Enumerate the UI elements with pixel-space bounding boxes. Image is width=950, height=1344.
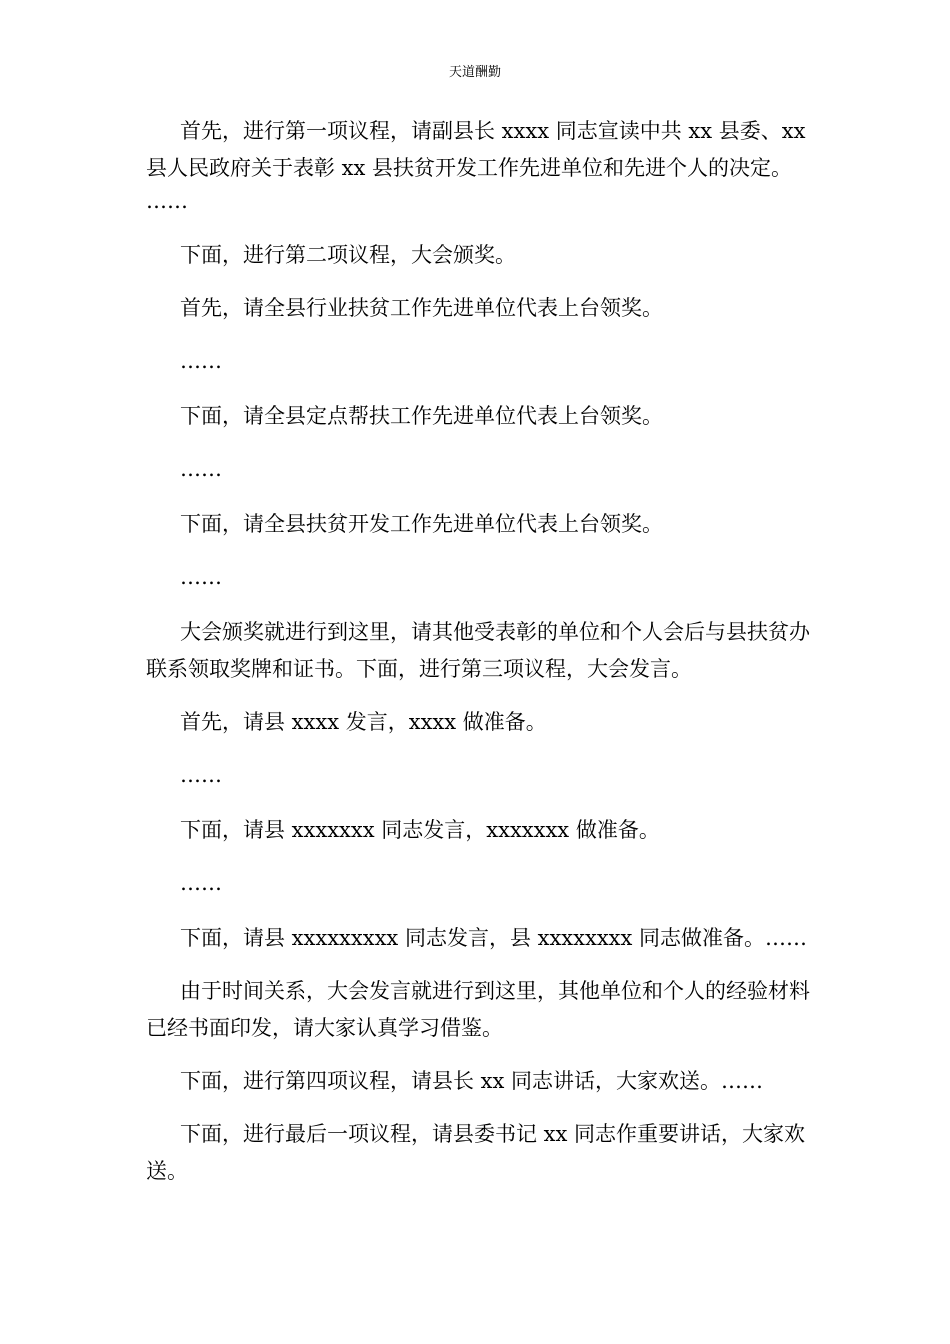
ellipsis-line: …… [180,349,222,373]
ellipsis-line: …… [180,871,222,895]
paragraph: 下面，请县 xxxxxxxxx 同志发言，县 xxxxxxxx 同志做准备。…… [180,926,808,950]
paragraph: 大会颁奖就进行到这里，请其他受表彰的单位和个人会后与县扶贫办联系领取奖牌和证书。下面，进行第三项议程，大会发言。 [146,620,810,681]
paragraph: 下面，请县 xxxxxxx 同志发言，xxxxxxx 做准备。 [180,818,660,842]
paragraph: 下面，进行第四项议程，请县长 xx 同志讲话，大家欢送。…… [180,1069,764,1093]
paragraph: 由于时间关系，大会发言就进行到这里，其他单位和个人的经验材料已经书面印发，请大家认真学习借鉴。 [146,979,810,1040]
ellipsis-line: …… [180,565,222,589]
paragraph: 首先，请县 xxxx 发言，xxxx 做准备。 [180,710,547,734]
document-body [146,113,810,1206]
ellipsis-line: …… [180,457,222,481]
paragraph: 首先，进行第一项议程，请副县长 xxxx 同志宣读中共 xx 县委、xx 县人民政府关于表彰 xx 县扶贫开发工作先进单位和先进个人的决定。 [146,119,806,180]
page-header: 天道酬勤 [448,65,501,80]
paragraph: 首先，请全县行业扶贫工作先进单位代表上台领奖。 [180,296,663,320]
paragraph: 下面，请全县定点帮扶工作先进单位代表上台领奖。 [180,404,663,428]
paragraph: 下面，请全县扶贫开发工作先进单位代表上台领奖。 [180,512,663,536]
paragraph: 下面，进行最后一项议程，请县委书记 xx 同志作重要讲话，大家欢送。 [146,1122,806,1183]
paragraph: 下面，进行第二项议程，大会颁奖。 [180,243,516,267]
ellipsis-line: …… [146,189,188,213]
ellipsis-line: …… [180,763,222,787]
